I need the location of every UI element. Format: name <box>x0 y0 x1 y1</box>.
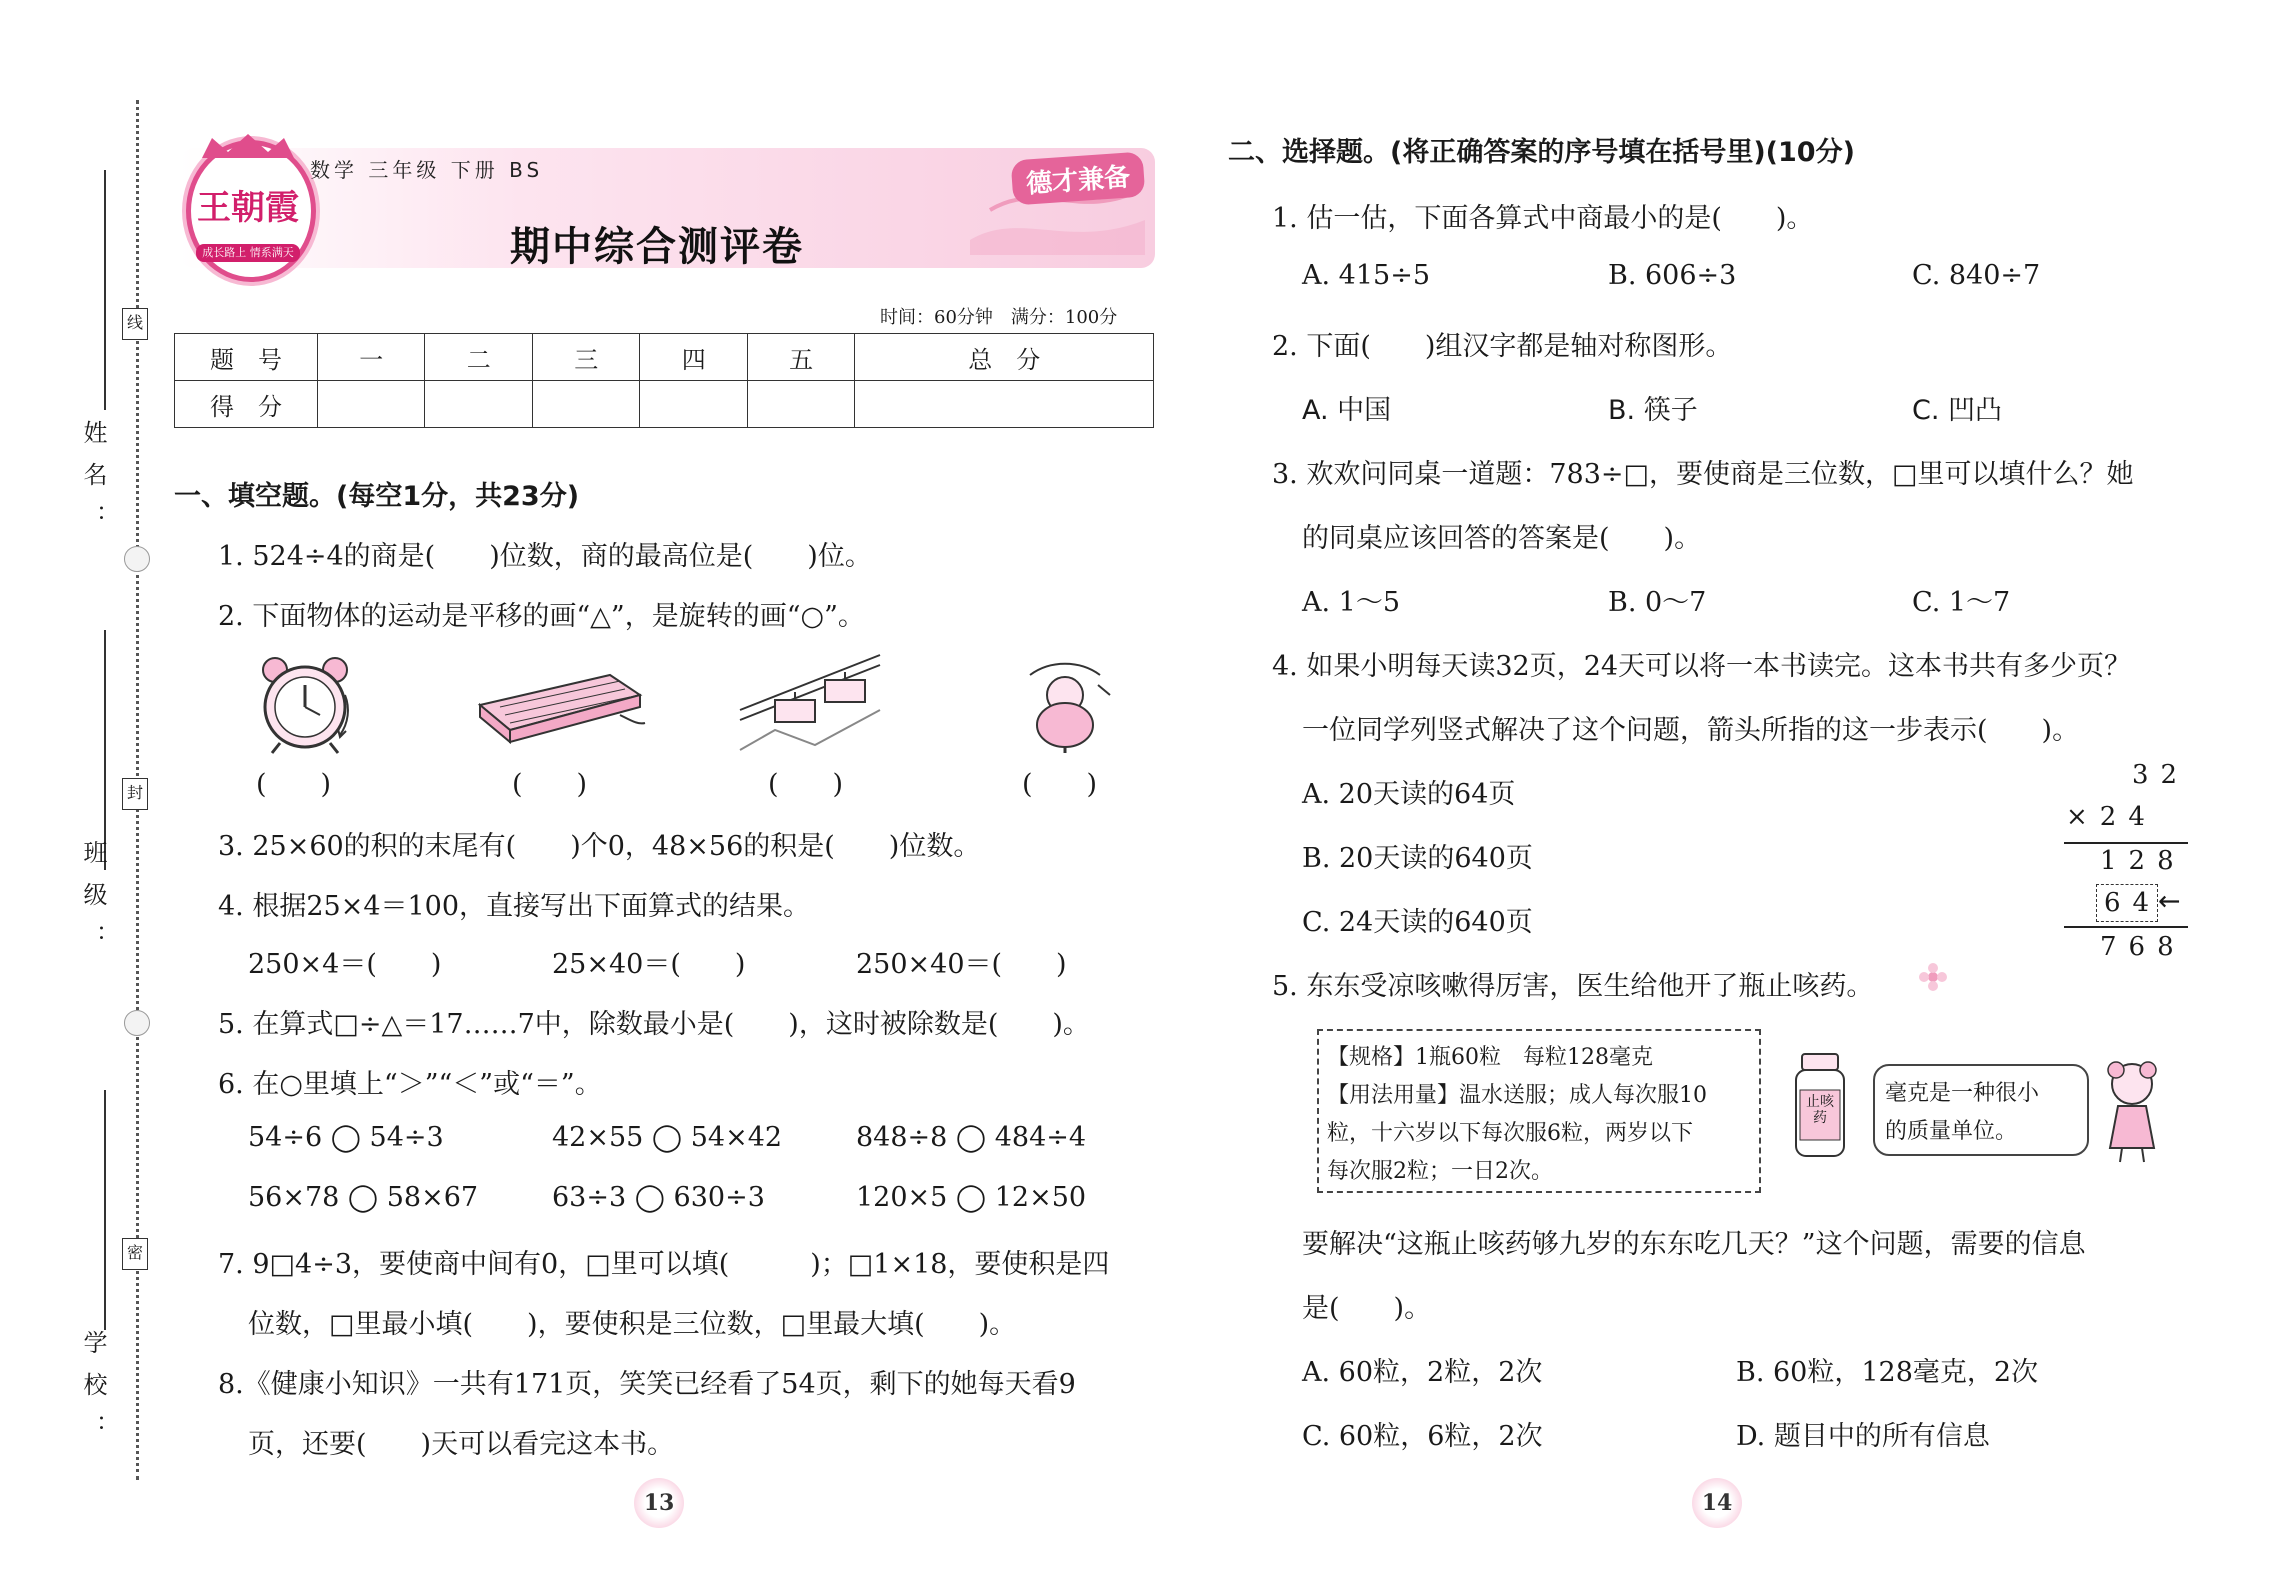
subject-line: 数学 三年级 下册 BS <box>310 158 544 182</box>
vertical-calc-multiplicand: 32 <box>2132 760 2190 790</box>
school-label: 学校： <box>79 1330 107 1456</box>
s1-q8-line1[interactable]: 8.《健康小知识》一共有171页，笑笑已经看了54页，剩下的她每天看9 <box>218 1369 1076 1400</box>
score-cell: 一 <box>318 334 425 381</box>
seal-xian: 线 <box>122 308 148 340</box>
s1-q6: 6. 在○里填上“＞”“＜”或“＝”。 <box>218 1069 602 1100</box>
s2-q4-line2[interactable]: 一位同学列竖式解决了这个问题，箭头所指的这一步表示( )。 <box>1302 715 2080 746</box>
seal-feng: 封 <box>122 778 148 810</box>
s1-q6-compare[interactable]: 54÷6 ◯ 54÷3 <box>248 1122 444 1153</box>
s1-q7-line2[interactable]: 位数，□里最小填( )，要使积是三位数，□里最大填( )。 <box>248 1309 1017 1340</box>
s1-q7-line1[interactable]: 7. 9□4÷3，要使商中间有0，□里可以填( )；□1×18，要使积是四 <box>218 1249 1110 1280</box>
score-cell: 总 分 <box>855 334 1154 381</box>
alarm-clock-icon <box>250 655 360 755</box>
vertical-calc-product: 768 <box>2100 932 2186 962</box>
s1-q6-compare[interactable]: 120×5 ◯ 12×50 <box>856 1182 1087 1213</box>
s2-q5-option[interactable]: A. 60粒，2粒，2次 <box>1302 1357 1543 1388</box>
s1-q4: 4. 根据25×4＝100，直接写出下面算式的结果。 <box>218 891 811 922</box>
seal-mi: 密 <box>122 1238 148 1270</box>
score-cell: 五 <box>747 334 854 381</box>
badge-decathlon: 德才兼备 <box>1011 151 1146 205</box>
s2-q4-line1[interactable]: 4. 如果小明每天读32页，24天可以将一本书读完。这本书共有多少页？ <box>1272 651 2132 682</box>
s2-q1-option[interactable]: C. 840÷7 <box>1912 260 2041 291</box>
s2-q1[interactable]: 1. 估一估，下面各算式中商最小的是( )。 <box>1272 203 1814 234</box>
s1-q2[interactable]: 2. 下面物体的运动是平移的画“△”，是旋转的画“○”。 <box>218 601 865 632</box>
vertical-calc-partial1: 128 <box>2100 846 2186 876</box>
exam-meta: 时间：60分钟 满分：100分 <box>880 307 1118 328</box>
page-title: 期中综合测评卷 <box>510 224 804 270</box>
s2-q3-line2[interactable]: 的同桌应该回答的答案是( )。 <box>1302 523 1702 554</box>
s2-q3-option[interactable]: C. 1～7 <box>1912 587 2011 618</box>
s2-q3-option[interactable]: B. 0～7 <box>1608 587 1707 618</box>
score-table <box>174 333 1154 428</box>
page-number-right <box>1692 1478 1742 1528</box>
s2-q3-line1[interactable]: 3. 欢欢问同桌一道题：783÷□，要使商是三位数，□里可以填什么？她 <box>1272 459 2134 490</box>
s1-q8-line2[interactable]: 页，还要( )天可以看完这本书。 <box>248 1429 675 1460</box>
score-table-header-row <box>175 334 1154 381</box>
score-input-cell[interactable] <box>532 381 639 428</box>
s2-q5-line2[interactable]: 要解决“这瓶止咳药够九岁的东东吃几天？”这个问题，需要的信息 <box>1302 1229 2086 1260</box>
name-label: 姓名： <box>79 420 107 546</box>
s2-q2[interactable]: 2. 下面( )组汉字都是轴对称图形。 <box>1272 331 1733 362</box>
vertical-calc-multiplier: ×24 <box>2066 802 2157 832</box>
name-write-line[interactable] <box>104 170 106 410</box>
binding-hole <box>124 1010 150 1036</box>
logo-ribbon: 成长路上 情系满天 <box>196 244 300 262</box>
score-input-cell[interactable] <box>425 381 532 428</box>
score-cell: 三 <box>532 334 639 381</box>
page-number-text: 14 <box>1701 1490 1733 1516</box>
s2-q1-option[interactable]: A. 415÷5 <box>1302 260 1430 291</box>
score-input-cell[interactable] <box>855 381 1154 428</box>
vertical-calc-rule <box>2064 926 2188 928</box>
s2-q4-option[interactable]: B. 20天读的640页 <box>1302 843 1533 874</box>
info-usage: 每次服2粒；一日2次。 <box>1327 1159 1553 1184</box>
logo-text: 王朝霞 <box>197 188 299 228</box>
s1-q6-compare[interactable]: 56×78 ◯ 58×67 <box>248 1182 479 1213</box>
page-number-text: 13 <box>643 1490 675 1516</box>
score-table-score-row <box>175 381 1154 428</box>
s2-q2-option[interactable]: B. 筷子 <box>1608 395 1698 426</box>
s2-q2-option[interactable]: C. 凹凸 <box>1912 395 2003 426</box>
class-write-line[interactable] <box>104 630 106 870</box>
speech-text: 毫克是一种很小 <box>1885 1081 2040 1106</box>
s1-q6-compare[interactable]: 42×55 ◯ 54×42 <box>552 1122 783 1153</box>
s1-q2-blank[interactable]: ( ) <box>512 769 588 800</box>
s1-q4-item[interactable]: 250×4＝( ) <box>248 949 442 980</box>
s2-q5[interactable]: 5. 东东受凉咳嗽得厉害，医生给他开了瓶止咳药。 <box>1272 971 1874 1002</box>
arrow-left-icon: ← <box>2158 886 2181 917</box>
s1-q2-blank[interactable]: ( ) <box>768 769 844 800</box>
score-cell: 二 <box>425 334 532 381</box>
bottle-label: 止咳药 <box>1806 1094 1834 1126</box>
s1-q3[interactable]: 3. 25×60的积的末尾有( )个0，48×56的积是( )位数。 <box>218 831 981 862</box>
school-write-line[interactable] <box>104 1090 106 1330</box>
crown-icon <box>196 132 300 160</box>
s1-q5[interactable]: 5. 在算式□÷△＝17……7中，除数最小是( )，这时被除数是( )。 <box>218 1009 1090 1040</box>
s2-q5-line3[interactable]: 是( )。 <box>1302 1293 1432 1324</box>
s1-q4-item[interactable]: 250×40＝( ) <box>856 949 1067 980</box>
s2-q4-option[interactable]: C. 24天读的640页 <box>1302 907 1533 938</box>
s2-q3-option[interactable]: A. 1～5 <box>1302 587 1401 618</box>
section2-title: 二、选择题。(将正确答案的序号填在括号里)(10分) <box>1228 137 1855 168</box>
score-cell: 四 <box>640 334 747 381</box>
score-cell: 题 号 <box>175 334 318 381</box>
s1-q1[interactable]: 1. 524÷4的商是( )位数，商的最高位是( )位。 <box>218 541 872 572</box>
s2-q5-option[interactable]: B. 60粒，128毫克，2次 <box>1736 1357 2039 1388</box>
s1-q6-compare[interactable]: 848÷8 ◯ 484÷4 <box>856 1122 1087 1153</box>
score-input-cell[interactable] <box>747 381 854 428</box>
s2-q2-option[interactable]: A. 中国 <box>1302 395 1392 426</box>
s2-q5-option[interactable]: C. 60粒，6粒，2次 <box>1302 1421 1543 1452</box>
abacus-icon <box>470 665 650 745</box>
s1-q4-item[interactable]: 25×40＝( ) <box>552 949 746 980</box>
score-input-cell[interactable] <box>318 381 425 428</box>
binding-hole <box>124 546 150 572</box>
section1-title: 一、填空题。(每空1分，共23分) <box>174 481 580 512</box>
score-label-cell: 得 分 <box>175 381 318 428</box>
s1-q6-compare[interactable]: 63÷3 ◯ 630÷3 <box>552 1182 765 1213</box>
class-label: 班级： <box>79 840 107 966</box>
info-usage: 粒，十六岁以下每次服6粒，两岁以下 <box>1327 1121 1693 1146</box>
s1-q2-blank[interactable]: ( ) <box>1022 769 1098 800</box>
cartoon-girl-icon <box>2098 1056 2168 1166</box>
s2-q4-option[interactable]: A. 20天读的64页 <box>1302 779 1516 810</box>
vertical-calc-rule <box>2064 842 2188 844</box>
page-number-left <box>634 1478 684 1528</box>
flower-icon <box>1918 962 1948 992</box>
s1-q2-blank[interactable]: ( ) <box>256 769 332 800</box>
info-spec: 【规格】1瓶60粒 每粒128毫克 <box>1327 1045 1653 1070</box>
s2-q1-option[interactable]: B. 606÷3 <box>1608 260 1737 291</box>
info-usage: 【用法用量】温水送服；成人每次服10 <box>1327 1083 1707 1108</box>
vertical-calc-partial2: 64 <box>2104 888 2162 918</box>
cable-car-icon <box>735 650 885 755</box>
speech-text: 的质量单位。 <box>1885 1119 2018 1144</box>
score-input-cell[interactable] <box>640 381 747 428</box>
s2-q5-option[interactable]: D. 题目中的所有信息 <box>1736 1421 1990 1452</box>
spinning-top-icon <box>1010 655 1120 755</box>
